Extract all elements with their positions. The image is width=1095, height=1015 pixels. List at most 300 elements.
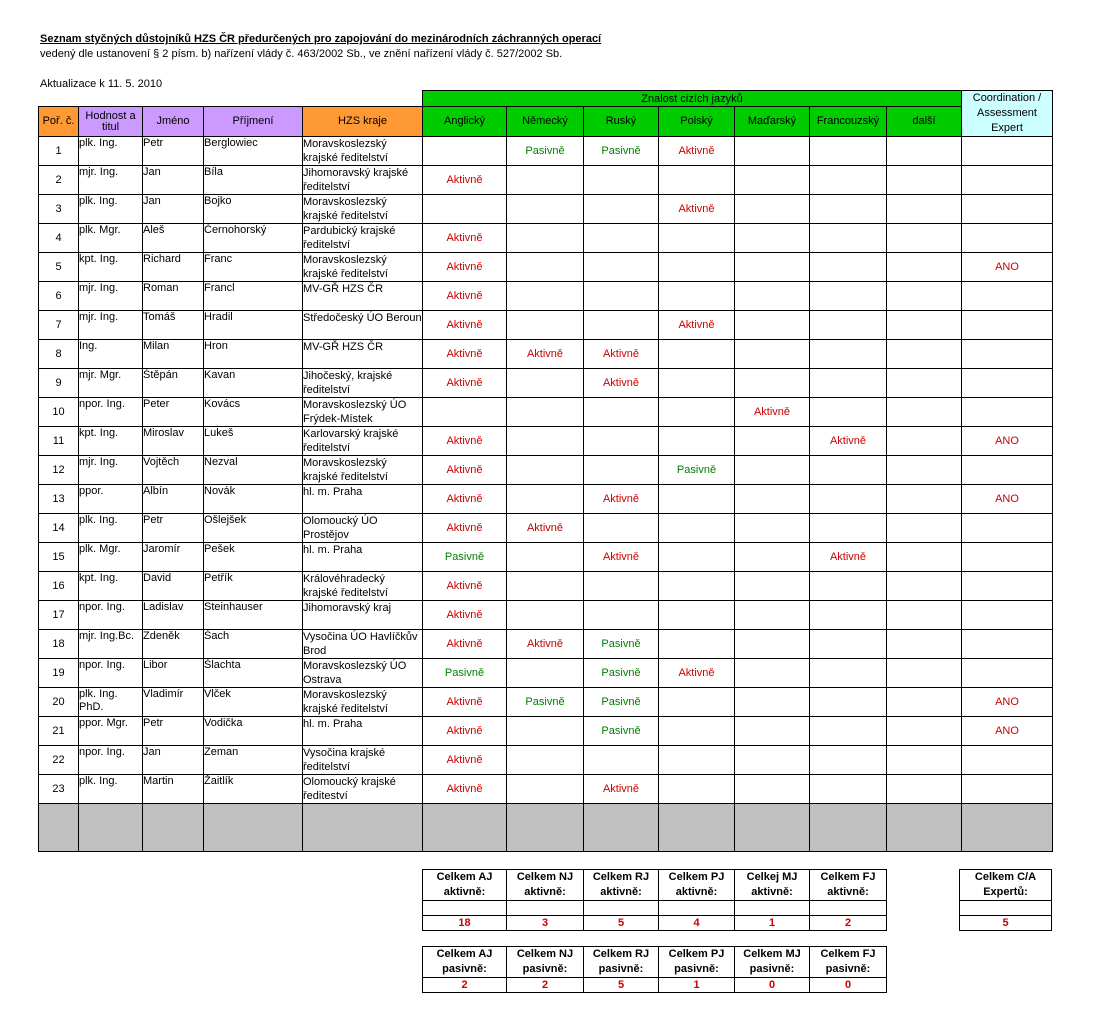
polish-level-cell	[659, 166, 735, 195]
other-language-level-cell	[887, 572, 962, 601]
coordination-expert-cell: ANO	[962, 485, 1053, 514]
firstname-cell: Jan	[143, 195, 204, 224]
russian-level-cell: Pasivně	[584, 659, 659, 688]
french-level-cell	[810, 659, 887, 688]
german-level-cell	[507, 195, 584, 224]
surname-cell: Berglowiec	[204, 137, 303, 166]
other-language-level-cell	[887, 688, 962, 717]
region-cell: Jihomoravský krajské ředitelství	[303, 166, 423, 195]
order-number-cell: 3	[39, 195, 79, 224]
surname-cell: Nezval	[204, 456, 303, 485]
coordination-total-spacer	[960, 901, 1052, 916]
order-number-cell: 16	[39, 572, 79, 601]
passive-total-label: Celkem FJ pasivně:	[810, 947, 887, 978]
surname-cell: Hron	[204, 340, 303, 369]
coordination-expert-cell	[962, 398, 1053, 427]
liaison-officers-table	[38, 90, 1053, 852]
firstname-cell: Zdeněk	[143, 630, 204, 659]
firstname-cell: Jaromír	[143, 543, 204, 572]
region-cell: hl. m. Praha	[303, 543, 423, 572]
active-total-label: Celkem RJ aktivně:	[584, 870, 659, 901]
other-language-level-cell	[887, 369, 962, 398]
rank-cell: mjr. Ing.Bc.	[79, 630, 143, 659]
surname-cell: Vlček	[204, 688, 303, 717]
french-level-cell	[810, 282, 887, 311]
coordination-expert-cell	[962, 630, 1053, 659]
order-number-cell: 13	[39, 485, 79, 514]
surname-cell: Žaitlík	[204, 775, 303, 804]
other-language-level-cell	[887, 775, 962, 804]
german-level-cell	[507, 398, 584, 427]
coordination-expert-cell	[962, 369, 1053, 398]
firstname-cell: Jan	[143, 746, 204, 775]
active-total-value: 5	[584, 916, 659, 931]
russian-level-cell	[584, 311, 659, 340]
languages-group-header: Znalost cizích jazyků	[423, 91, 962, 107]
table-row	[39, 398, 1053, 427]
firstname-cell: Štěpán	[143, 369, 204, 398]
other-language-level-cell	[887, 659, 962, 688]
russian-level-cell	[584, 572, 659, 601]
english-level-cell: Aktivně	[423, 253, 507, 282]
english-level-cell: Aktivně	[423, 717, 507, 746]
hungarian-level-cell	[735, 485, 810, 514]
english-level-cell: Aktivně	[423, 224, 507, 253]
surname-header: Příjmení	[204, 107, 303, 137]
passive-total-label: Celkem MJ pasivně:	[735, 947, 810, 978]
table-row	[39, 543, 1053, 572]
english-level-cell	[423, 195, 507, 224]
order-number-cell: 2	[39, 166, 79, 195]
order-number-cell: 14	[39, 514, 79, 543]
firstname-cell: Petr	[143, 717, 204, 746]
surname-cell: Hradil	[204, 311, 303, 340]
hungarian-level-cell	[735, 137, 810, 166]
empty-cell	[584, 804, 659, 852]
coordination-expert-cell	[962, 572, 1053, 601]
firstname-cell: Libor	[143, 659, 204, 688]
firstname-cell: Richard	[143, 253, 204, 282]
coordination-expert-cell	[962, 746, 1053, 775]
order-number-cell: 5	[39, 253, 79, 282]
english-level-cell: Aktivně	[423, 340, 507, 369]
active-total-spacer	[507, 901, 584, 916]
french-level-cell	[810, 775, 887, 804]
russian-level-cell	[584, 166, 659, 195]
coordination-expert-cell	[962, 514, 1053, 543]
firstname-cell: Jan	[143, 166, 204, 195]
french-level-cell	[810, 485, 887, 514]
english-level-cell: Aktivně	[423, 630, 507, 659]
surname-cell: Bíla	[204, 166, 303, 195]
active-total-value: 18	[423, 916, 507, 931]
french-level-cell	[810, 456, 887, 485]
polish-level-cell: Pasivně	[659, 456, 735, 485]
region-cell: Středočeský ÚO Beroun	[303, 311, 423, 340]
table-row	[39, 224, 1053, 253]
active-total-value: 3	[507, 916, 584, 931]
french-level-cell	[810, 630, 887, 659]
order-number-cell: 4	[39, 224, 79, 253]
rank-cell: npor. Ing.	[79, 746, 143, 775]
other-language-level-cell	[887, 485, 962, 514]
active-total-label: Celkem AJ aktivně:	[423, 870, 507, 901]
polish-level-cell	[659, 224, 735, 253]
empty-cell	[659, 804, 735, 852]
document-title: Seznam styčných důstojníků HZS ČR předurčených pro zapojování do mezinárodních záchranných operací	[40, 33, 602, 45]
other-language-level-cell	[887, 166, 962, 195]
english-level-cell: Aktivně	[423, 485, 507, 514]
hungarian-level-cell	[735, 166, 810, 195]
active-total-label: Celkem PJ aktivně:	[659, 870, 735, 901]
german-level-cell	[507, 543, 584, 572]
hungarian-level-cell	[735, 456, 810, 485]
rank-cell: Ing.	[79, 340, 143, 369]
order-number-cell: 9	[39, 369, 79, 398]
coordination-expert-header: Coordination / Assessment Expert	[962, 91, 1053, 137]
german-level-cell	[507, 601, 584, 630]
hungarian-level-cell	[735, 311, 810, 340]
french-level-cell	[810, 688, 887, 717]
table-row	[39, 775, 1053, 804]
coordination-expert-cell	[962, 340, 1053, 369]
english-level-cell: Aktivně	[423, 572, 507, 601]
order-number-cell: 21	[39, 717, 79, 746]
rank-cell: npor. Ing.	[79, 601, 143, 630]
table-row	[39, 601, 1053, 630]
french-header: Francouzský	[810, 107, 887, 137]
hungarian-header: Maďarský	[735, 107, 810, 137]
german-level-cell	[507, 311, 584, 340]
coordination-expert-cell	[962, 166, 1053, 195]
empty-cell	[887, 804, 962, 852]
french-level-cell	[810, 369, 887, 398]
french-level-cell	[810, 717, 887, 746]
other-language-level-cell	[887, 717, 962, 746]
order-number-cell: 11	[39, 427, 79, 456]
hungarian-level-cell	[735, 630, 810, 659]
region-cell: Vysočina krajské ředitelství	[303, 746, 423, 775]
region-cell: Moravskoslezský krajské ředitelství	[303, 688, 423, 717]
active-total-value: 1	[735, 916, 810, 931]
order-number-cell: 7	[39, 311, 79, 340]
german-level-cell	[507, 717, 584, 746]
region-cell: hl. m. Praha	[303, 717, 423, 746]
table-row	[39, 427, 1053, 456]
rank-cell: kpt. Ing.	[79, 572, 143, 601]
polish-level-cell	[659, 398, 735, 427]
russian-level-cell	[584, 601, 659, 630]
hungarian-level-cell	[735, 427, 810, 456]
other-language-level-cell	[887, 253, 962, 282]
region-cell: Moravskoslezský krajské ředitelství	[303, 195, 423, 224]
french-level-cell	[810, 224, 887, 253]
russian-level-cell	[584, 514, 659, 543]
polish-level-cell: Aktivně	[659, 137, 735, 166]
firstname-cell: Petr	[143, 514, 204, 543]
polish-level-cell	[659, 253, 735, 282]
rank-cell: plk. Ing.	[79, 514, 143, 543]
coordination-total-label: Celkem C/A Expertů:	[960, 870, 1052, 901]
region-cell: Moravskoslezský ÚO Frýdek-Místek	[303, 398, 423, 427]
polish-level-cell	[659, 746, 735, 775]
other-language-level-cell	[887, 311, 962, 340]
polish-level-cell	[659, 688, 735, 717]
german-level-cell	[507, 485, 584, 514]
polish-header: Polský	[659, 107, 735, 137]
rank-cell: ppor.	[79, 485, 143, 514]
rank-cell: plk. Ing.	[79, 775, 143, 804]
english-level-cell	[423, 398, 507, 427]
active-total-label: Celkem FJ aktivně:	[810, 870, 887, 901]
russian-level-cell: Aktivně	[584, 485, 659, 514]
firstname-cell: Vojtěch	[143, 456, 204, 485]
hungarian-level-cell	[735, 340, 810, 369]
russian-level-cell: Aktivně	[584, 543, 659, 572]
hungarian-level-cell	[735, 688, 810, 717]
active-total-value: 4	[659, 916, 735, 931]
english-level-cell	[423, 137, 507, 166]
passive-total-value: 0	[810, 978, 887, 993]
coordination-expert-cell	[962, 456, 1053, 485]
russian-level-cell: Aktivně	[584, 340, 659, 369]
firstname-cell: Martin	[143, 775, 204, 804]
order-number-cell: 1	[39, 137, 79, 166]
active-total-label: Celkej MJ aktivně:	[735, 870, 810, 901]
polish-level-cell	[659, 572, 735, 601]
russian-level-cell	[584, 224, 659, 253]
other-language-level-cell	[887, 398, 962, 427]
surname-cell: Steinhauser	[204, 601, 303, 630]
order-number-cell: 22	[39, 746, 79, 775]
english-level-cell: Aktivně	[423, 311, 507, 340]
polish-level-cell	[659, 340, 735, 369]
french-level-cell	[810, 514, 887, 543]
polish-level-cell	[659, 485, 735, 514]
rank-cell: kpt. Ing.	[79, 253, 143, 282]
hungarian-level-cell	[735, 717, 810, 746]
surname-cell: Lukeš	[204, 427, 303, 456]
region-cell: Olomoucký ÚO Prostějov	[303, 514, 423, 543]
firstname-cell: Vladimír	[143, 688, 204, 717]
order-number-cell: 12	[39, 456, 79, 485]
surname-cell: Pešek	[204, 543, 303, 572]
russian-level-cell: Aktivně	[584, 775, 659, 804]
english-level-cell: Aktivně	[423, 456, 507, 485]
hungarian-level-cell	[735, 775, 810, 804]
russian-level-cell	[584, 195, 659, 224]
table-row	[39, 514, 1053, 543]
coordination-expert-cell	[962, 195, 1053, 224]
order-number-cell: 15	[39, 543, 79, 572]
surname-cell: Petřík	[204, 572, 303, 601]
other-language-level-cell	[887, 340, 962, 369]
coordination-expert-cell: ANO	[962, 427, 1053, 456]
other-language-level-cell	[887, 601, 962, 630]
region-header: HZS kraje	[303, 107, 423, 137]
region-cell: Moravskoslezský ÚO Ostrava	[303, 659, 423, 688]
firstname-cell: Petr	[143, 137, 204, 166]
region-cell: MV-GŘ HZS ČR	[303, 282, 423, 311]
order-number-cell: 10	[39, 398, 79, 427]
russian-level-cell: Pasivně	[584, 717, 659, 746]
german-level-cell	[507, 775, 584, 804]
coordination-expert-cell	[962, 224, 1053, 253]
passive-total-value: 0	[735, 978, 810, 993]
other-language-level-cell	[887, 746, 962, 775]
german-header: Německý	[507, 107, 584, 137]
rank-cell: npor. Ing.	[79, 398, 143, 427]
coordination-totals-table	[959, 869, 1052, 931]
empty-row	[39, 804, 1053, 852]
other-language-level-cell	[887, 195, 962, 224]
table-row	[39, 746, 1053, 775]
rank-cell: plk. Ing. PhD.	[79, 688, 143, 717]
table-row	[39, 166, 1053, 195]
russian-header: Ruský	[584, 107, 659, 137]
hungarian-level-cell	[735, 253, 810, 282]
english-level-cell: Aktivně	[423, 369, 507, 398]
passive-total-label: Celkem AJ pasivně:	[423, 947, 507, 978]
region-cell: Jihočeský, krajské ředitelství	[303, 369, 423, 398]
table-row	[39, 195, 1053, 224]
table-row	[39, 485, 1053, 514]
russian-level-cell	[584, 398, 659, 427]
rank-cell: ppor. Mgr.	[79, 717, 143, 746]
polish-level-cell	[659, 427, 735, 456]
active-total-spacer	[423, 901, 507, 916]
table-row	[39, 659, 1053, 688]
hungarian-level-cell	[735, 195, 810, 224]
rank-cell: plk. Mgr.	[79, 543, 143, 572]
order-number-header: Poř. č.	[39, 107, 79, 137]
region-cell: Moravskoslezský krajské ředitelství	[303, 456, 423, 485]
active-totals-table	[422, 869, 887, 931]
surname-cell: Bojko	[204, 195, 303, 224]
order-number-cell: 18	[39, 630, 79, 659]
polish-level-cell	[659, 601, 735, 630]
passive-total-value: 2	[423, 978, 507, 993]
table-row	[39, 717, 1053, 746]
surname-cell: Šach	[204, 630, 303, 659]
table-row	[39, 630, 1053, 659]
table-row	[39, 340, 1053, 369]
rank-cell: mjr. Ing.	[79, 166, 143, 195]
polish-level-cell: Aktivně	[659, 311, 735, 340]
passive-total-label: Celkem PJ pasivně:	[659, 947, 735, 978]
surname-cell: Kavan	[204, 369, 303, 398]
empty-cell	[39, 804, 79, 852]
firstname-header: Jméno	[143, 107, 204, 137]
coordination-expert-cell: ANO	[962, 717, 1053, 746]
table-row	[39, 311, 1053, 340]
english-level-cell: Aktivně	[423, 166, 507, 195]
other-language-level-cell	[887, 456, 962, 485]
empty-cell	[79, 804, 143, 852]
german-level-cell	[507, 369, 584, 398]
french-level-cell: Aktivně	[810, 427, 887, 456]
english-level-cell: Aktivně	[423, 688, 507, 717]
active-total-label: Celkem NJ aktivně:	[507, 870, 584, 901]
surname-cell: Franc	[204, 253, 303, 282]
russian-level-cell	[584, 427, 659, 456]
region-cell: Královéhradecký krajské ředitelství	[303, 572, 423, 601]
update-date: Aktualizace k 11. 5. 2010	[40, 78, 163, 90]
polish-level-cell: Aktivně	[659, 659, 735, 688]
polish-level-cell	[659, 717, 735, 746]
passive-total-label: Celkem RJ pasivně:	[584, 947, 659, 978]
other-language-level-cell	[887, 514, 962, 543]
russian-level-cell	[584, 282, 659, 311]
firstname-cell: Tomáš	[143, 311, 204, 340]
surname-cell: Kovács	[204, 398, 303, 427]
russian-level-cell	[584, 456, 659, 485]
firstname-cell: Albín	[143, 485, 204, 514]
french-level-cell	[810, 340, 887, 369]
french-level-cell	[810, 601, 887, 630]
other-language-level-cell	[887, 224, 962, 253]
german-level-cell	[507, 746, 584, 775]
rank-cell: plk. Ing.	[79, 195, 143, 224]
other-language-level-cell	[887, 543, 962, 572]
german-level-cell: Aktivně	[507, 340, 584, 369]
rank-cell: mjr. Mgr.	[79, 369, 143, 398]
french-level-cell	[810, 572, 887, 601]
firstname-cell: Roman	[143, 282, 204, 311]
empty-cell	[143, 804, 204, 852]
region-cell: hl. m. Praha	[303, 485, 423, 514]
english-level-cell: Aktivně	[423, 775, 507, 804]
english-level-cell: Aktivně	[423, 601, 507, 630]
region-cell: Pardubický krajské ředitelství	[303, 224, 423, 253]
passive-total-value: 1	[659, 978, 735, 993]
english-level-cell: Pasivně	[423, 543, 507, 572]
firstname-cell: David	[143, 572, 204, 601]
order-number-cell: 6	[39, 282, 79, 311]
coordination-total-value: 5	[960, 916, 1052, 931]
region-cell: Olomoucký krajské řediteství	[303, 775, 423, 804]
english-level-cell: Aktivně	[423, 746, 507, 775]
english-level-cell: Aktivně	[423, 427, 507, 456]
hungarian-level-cell	[735, 659, 810, 688]
empty-cell	[507, 804, 584, 852]
german-level-cell: Aktivně	[507, 514, 584, 543]
rank-cell: kpt. Ing.	[79, 427, 143, 456]
hungarian-level-cell	[735, 601, 810, 630]
english-header: Anglický	[423, 107, 507, 137]
hungarian-level-cell	[735, 224, 810, 253]
rank-cell: plk. Mgr.	[79, 224, 143, 253]
region-cell: Moravskoslezský krajské ředitelství	[303, 253, 423, 282]
russian-level-cell	[584, 746, 659, 775]
order-number-cell: 17	[39, 601, 79, 630]
german-level-cell	[507, 572, 584, 601]
german-level-cell	[507, 456, 584, 485]
active-total-spacer	[735, 901, 810, 916]
rank-cell: plk. Ing.	[79, 137, 143, 166]
polish-level-cell	[659, 282, 735, 311]
other-language-level-cell	[887, 282, 962, 311]
other-language-level-cell	[887, 630, 962, 659]
empty-cell	[962, 804, 1053, 852]
other-language-header: další	[887, 107, 962, 137]
surname-cell: Ošlejšek	[204, 514, 303, 543]
surname-cell: Šlachta	[204, 659, 303, 688]
polish-level-cell	[659, 369, 735, 398]
polish-level-cell: Aktivně	[659, 195, 735, 224]
french-level-cell: Aktivně	[810, 543, 887, 572]
order-number-cell: 23	[39, 775, 79, 804]
